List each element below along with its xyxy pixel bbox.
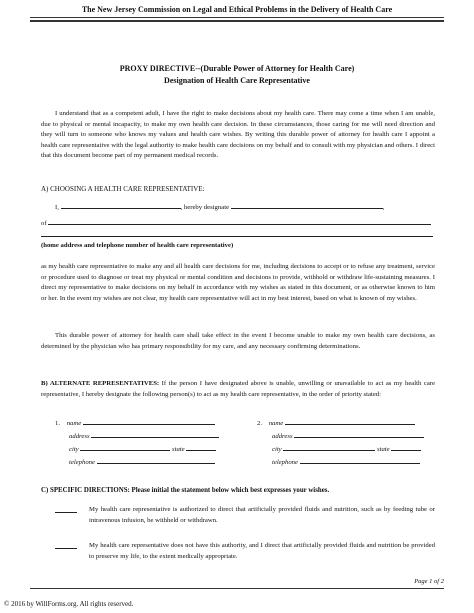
section-c-heading: C) SPECIFIC DIRECTIONS: Please initial the statement below which best expresses your wishes. [41,487,330,494]
footer-divider [30,588,444,589]
alternate-1-telephone-row [69,458,215,468]
representative-address-field-2[interactable] [41,236,433,237]
city-label: city [69,446,79,453]
document-title [0,63,474,87]
alternate-1-number: 1. [55,420,61,427]
address-caption: (home address and telephone number of health care representative) [41,242,234,249]
effect-paragraph: This durable power of attorney for health care shall take effect in the event I become unable to make my own health care decisions, as determined by the physician who has primary responsibility for my care, and any necessary confirming determinations. [41,332,435,350]
name-label: name [66,420,82,427]
alternate-1-address-row [69,432,219,442]
alternate-2-telephone-field[interactable] [300,463,420,464]
alternate-1-city-row [69,445,216,455]
telephone-label: telephone [272,459,298,466]
section-b-paragraph [41,379,435,400]
initial-option-2-field[interactable] [55,548,77,549]
principal-name-field[interactable] [61,208,181,209]
representative-line [55,203,435,214]
title-line-1: PROXY DIRECTIVE--(Durable Power of Attorney for Health Care) [119,64,355,73]
initial-option-1-field[interactable] [55,512,77,513]
i-prefix: I, [55,204,59,211]
header-divider-thick [30,20,444,22]
intro-paragraph: I understand that as a competent adult, I have the right to make decisions about my health care. There may come a time when I am unable, due to physical or mental incapacity, to make my own health care decision. In these circumstances, those caring for me will need direction and they will turn to someone who knows my values and health care wishes. By writing this durable power of attorney for health care I appoint a health care representative with the legal authority to make health care decisions on my behalf and to consult with my physician and others. I direct that this document become part of my permanent medical records. [41,110,435,159]
name-label: name [268,420,284,427]
copyright-notice: © 2016 by WillForms.org. All rights reserved. [4,600,134,608]
section-b-heading: B) ALTERNATE REPRESENTATIVES: [41,380,160,387]
alternate-2-city-field[interactable] [283,450,375,451]
alternate-1-name-row [55,419,215,429]
representative-address-line [41,219,435,230]
alternate-2-city-row [272,445,421,455]
alternate-1-address-field[interactable] [91,437,219,438]
alternate-2-telephone-row [272,458,420,468]
representative-address-field-1[interactable] [48,224,431,225]
option-1-text: My health care representative is authorized to direct that artificially provided fluids and nutrition, such as by feeding tube or intravenous infusion, be withheld or withdrawn. [89,506,435,524]
alternate-2-name-field[interactable] [285,424,415,425]
alternate-1-state-field[interactable] [186,450,216,451]
alternate-2-name-row [257,419,415,429]
alternate-1-name-field[interactable] [83,424,215,425]
title-line-2: Designation of Health Care Representative [164,76,310,85]
of-prefix: of [41,220,47,227]
state-label: state [172,446,185,453]
telephone-label: telephone [69,459,95,466]
section-a-heading: A) CHOOSING A HEALTH CARE REPRESENTATIVE: [41,185,205,193]
alternate-2-address-field[interactable] [294,437,424,438]
address-label: address [272,433,293,440]
state-label: state [377,446,390,453]
representative-name-field[interactable] [231,208,383,209]
page-number: Page 1 of 2 [414,578,444,585]
alternate-2-number: 2. [257,420,263,427]
alternate-1-city-field[interactable] [80,450,170,451]
alternate-2-address-row [272,432,424,442]
header-divider [30,17,444,18]
section-b-text: If the person I have designated above is unable, unwilling or unavailable to act as my health care representative, I hereby designate the following person(s) to act as my health care representative, in the order of priority stated: [41,380,435,398]
designate-text: , hereby designate [180,204,230,211]
alternate-2-state-field[interactable] [391,450,421,451]
header-title: The New Jersey Commission on Legal and Ethical Problems in the Delivery of Health Care [81,5,393,14]
city-label: city [272,446,282,453]
representative-address-line-2 [41,231,435,242]
alternate-1-telephone-field[interactable] [97,463,215,464]
authority-paragraph: as my health care representative to make any and all health care decisions for me, including decisions to accept or to refuse any treatment, service or procedure used to diagnose or treat my physical or mental condition and decisions to provide, withhold or withdraw life-sustaining measures. I direct my representative to make decisions on my behalf in accordance with my wishes as stated in this document, or as otherwise known to him or her. In the event my wishes are not clear, my health care representative will act in my best interest, based on what is known of my wishes. [41,263,435,302]
comma: , [382,204,385,211]
option-2-text: My health care representative does not have this authority, and I direct that artificially provided fluids and nutrition be provided to preserve my life, to the extent medically appropriate. [89,542,435,560]
address-label: address [69,433,90,440]
